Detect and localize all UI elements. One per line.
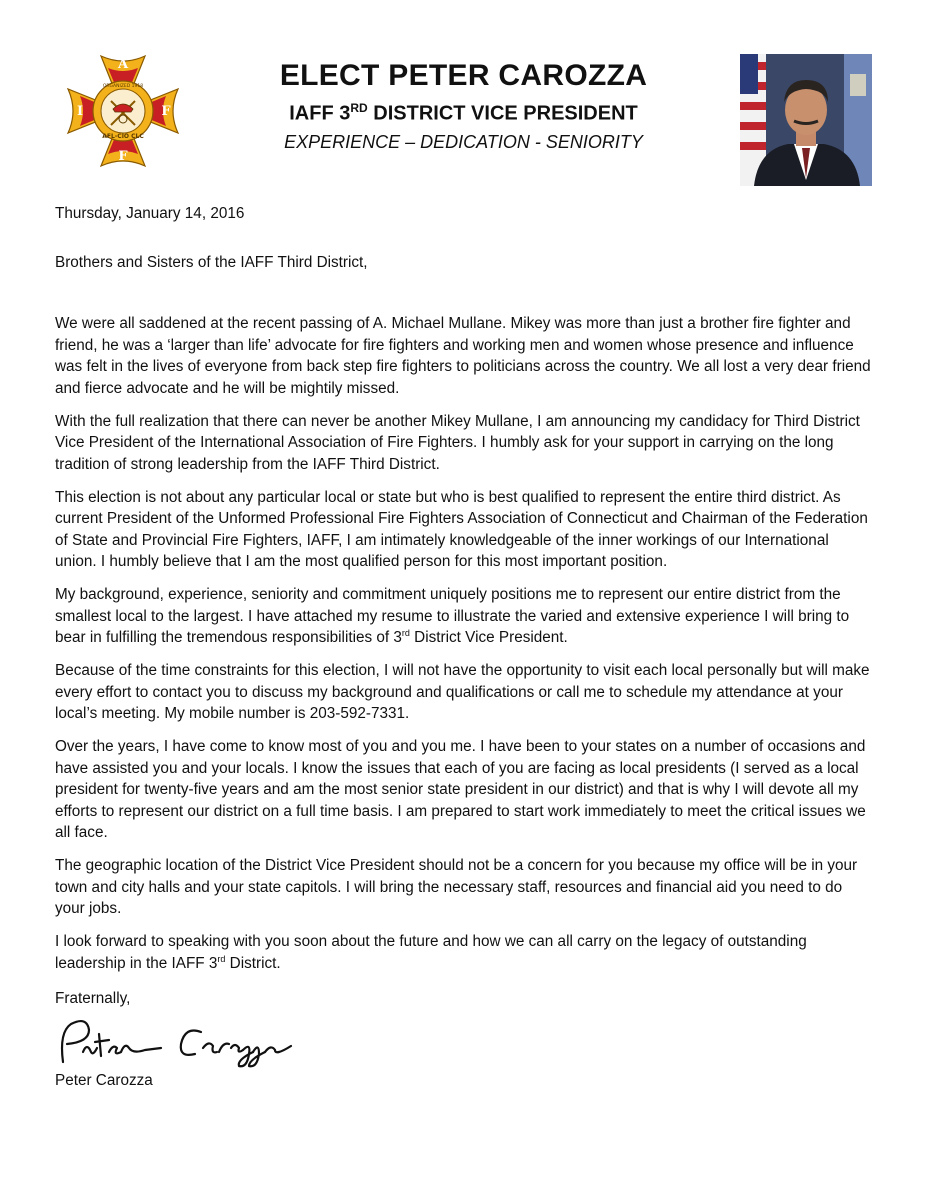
paragraph-3: This election is not about any particular local or state but who is best qualified to represent the entire third district. As current President of the Unformed Professional Fire Fighters Association of Connecticut and Chairman of the Federation of State and Provincial Fire Fighters, IAFF, I am intimately knowledgeable of the inner workings of our International union. I humbly believe that I am the most qualified person for this most important position. [55,488,868,570]
tagline: EXPERIENCE – DEDICATION - SENIORITY [284,131,643,152]
logo-letter-a: A [117,57,129,72]
paragraph-7: The geographic location of the District Vice President should not be a concern for you because my office will be in your town and city halls and your state capitols. I will bring the necessary staff, resources and financial aid you need to do your jobs. [55,857,858,917]
subtitle-suffix: DISTRICT VICE PRESIDENT [367,102,638,125]
paragraph-1: We were all saddened at the recent passing of A. Michael Mullane. Mikey was more than just a brother fire fighter and friend, he was a ‘larger than life’ advocate for fire fighters and working men and women whose presence and influence was felt in the lives of everyone from back step fire fighters to politicians across the country. We all lost a very dear friend and fierce advocate and he will be mightily missed. [55,315,871,397]
page-subtitle [200,96,727,126]
logo-letter-f-right: F [161,104,171,119]
paragraph-2: With the full realization that there can never be another Mikey Mullane, I am announcing my candidacy for Third District Vice President of the International Association of Fire Fighters. I humbly ask for your support in carrying on the long tradition of strong leadership from the IAFF Third District. [55,412,860,473]
paragraph-4-text-b: District Vice President. [409,629,568,646]
paragraph-6: Over the years, I have come to know most of you and you me. I have been to your states on a number of occasions and have assisted you and your locals. I know the issues that each of you are facing as local presidents (I served as a local president for twenty-five years and am the most senior state president in our district) and that is why I will devote all my efforts to represent our district on a full time basis. I am prepared to start work immediately to meet the critical issues we all face. [55,738,866,841]
paragraph-8 [55,931,873,974]
iaff-logo [66,54,180,168]
paragraph-4 [55,584,873,649]
paragraph-5: Because of the time constraints for this election, I will not have the opportunity to visit each local personally but will make every effort to contact you to discuss my background and qualifications or call me to schedule my attendance at your local’s meeting. My mobile number is 203-592-7331. [55,662,870,722]
page-title: ELECT PETER CAROZZA [279,59,648,92]
subtitle-prefix: IAFF 3 [289,102,351,125]
logo-ring-top: ORGANIZED 1918 [102,84,144,89]
portrait-photo-icon [740,54,872,186]
portrait-photo [740,54,872,186]
signer-name: Peter Carozza [55,1071,153,1089]
letterhead [200,58,727,154]
logo-letter-i: I [76,104,84,119]
letter-salutation: Brothers and Sisters of the IAFF Third District, [55,253,368,271]
signature [53,1012,303,1070]
letter-body [55,203,873,1103]
paragraph-4-superscript: rd [401,627,410,638]
subtitle-superscript: RD [350,101,368,115]
paragraph-8-text-a: I look forward to speaking with you soon about the future and how we can all carry on the legacy of outstanding leadership in the IAFF 3 [55,933,807,972]
paragraph-8-text-b: District. [225,954,281,972]
logo-letter-f-bottom: F [118,149,128,164]
paragraph-8-superscript: rd [217,953,226,964]
letter-date: Thursday, January 14, 2016 [55,205,245,222]
paragraph-4-text-a: My background, experience, seniority and commitment uniquely positions me to represent our entire district from the smallest local to the largest. I have attached my resume to illustrate the varied and extensive experience I will bring to bear in fulfilling the tremendous responsibilities of 3 [55,586,850,646]
letter-closing: Fraternally, [55,990,131,1007]
logo-ring-bottom: AFL-CIO CLC [102,133,144,140]
